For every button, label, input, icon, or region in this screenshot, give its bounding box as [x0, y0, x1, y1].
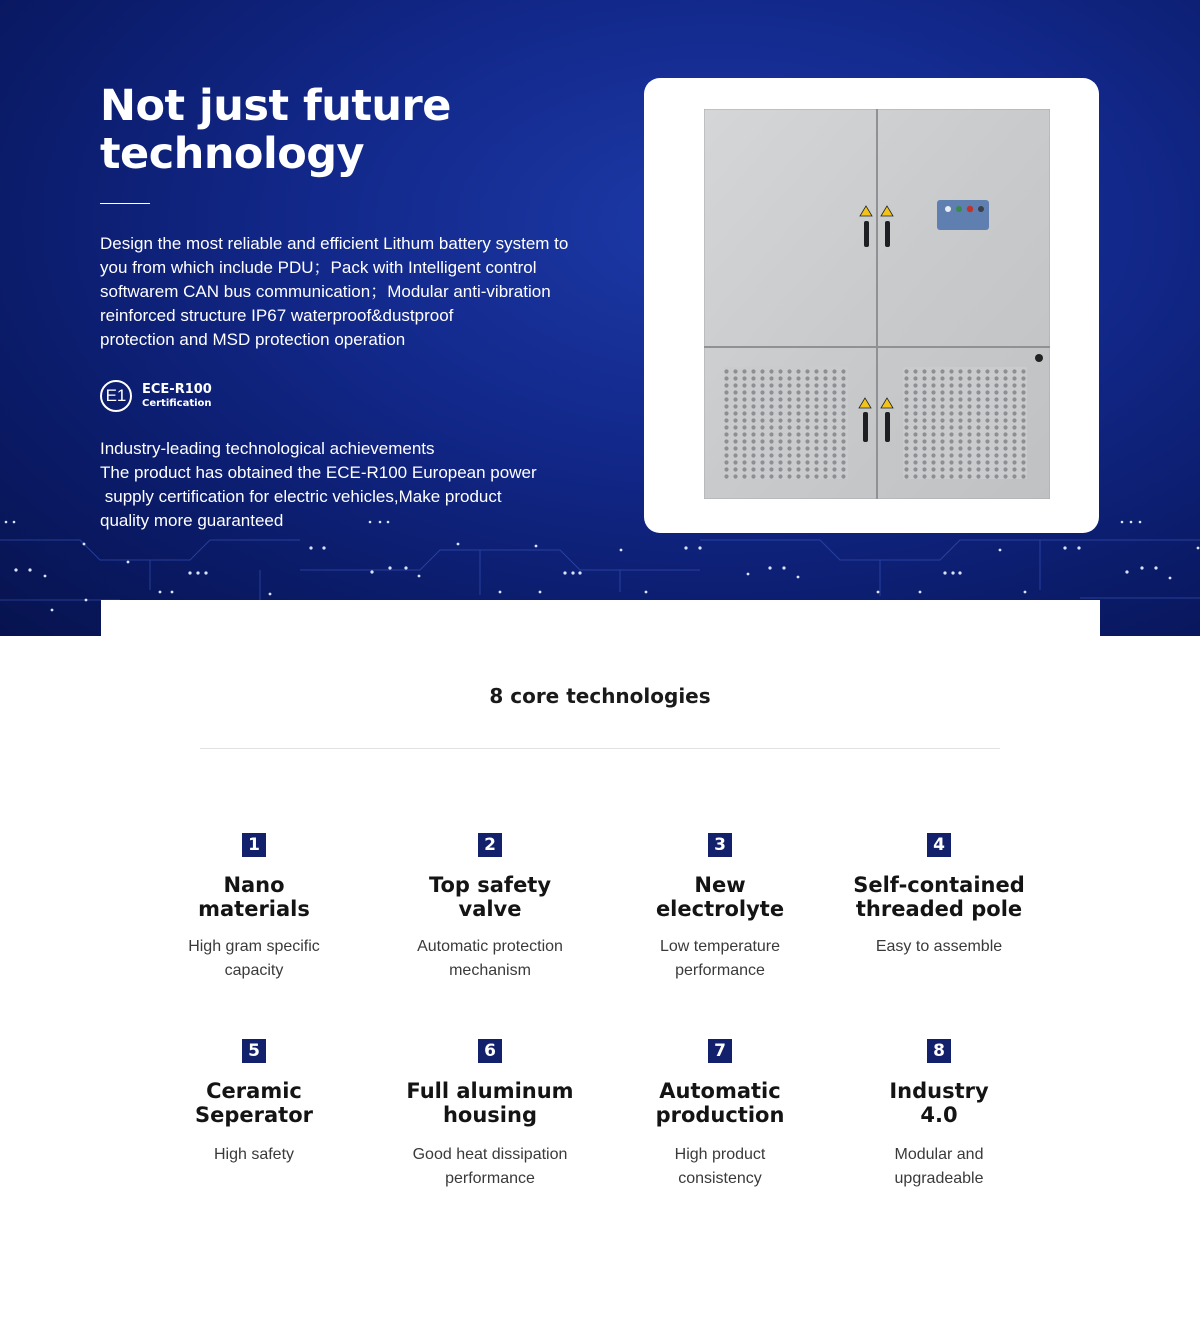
hero-description: Design the most reliable and efficient Lithum battery system to you from which include PDU；Pack with Intelligent control softwarem CAN bus communication；Modular anti-vibration reinforced structure IP67 waterproof&dustproof protection and MSD protection operation: [100, 234, 569, 349]
tech-number-badge: 4: [927, 833, 951, 857]
tech-item-nano-materials: [144, 833, 364, 983]
certification-badge: [100, 380, 212, 412]
tech-number-badge: 6: [478, 1039, 502, 1063]
tech-description: High safety: [213, 1146, 295, 1163]
tech-title: Industry 4.0: [889, 1079, 989, 1127]
content-panel-top: [101, 600, 1100, 640]
hero-achievement: Industry-leading technological achievements The product has obtained the ECE-R100 European power supply certification for electric vehicles,Make product quality more guaranteed: [100, 439, 537, 530]
tech-description: Automatic protection mechanism: [417, 938, 563, 979]
hero-banner: [0, 0, 1200, 636]
tech-description: Modular and upgradeable: [894, 1146, 984, 1187]
tech-item-top-safety-valve: [380, 833, 600, 983]
tech-description: Low temperature performance: [659, 938, 781, 979]
tech-description: High gram specific capacity: [188, 938, 320, 979]
tech-item-threaded-pole: [829, 833, 1049, 959]
tech-number-badge: 3: [708, 833, 732, 857]
e1-certification-icon: E1: [100, 380, 132, 412]
tech-number-badge: 8: [927, 1039, 951, 1063]
certification-text: [142, 382, 212, 410]
tech-title: Ceramic Seperator: [195, 1079, 313, 1127]
tech-item-aluminum-housing: [380, 1039, 600, 1191]
battery-cabinet-image: [704, 109, 1050, 499]
tech-item-automatic-production: [610, 1039, 830, 1191]
tech-title: Full aluminum housing: [406, 1079, 574, 1127]
tech-item-industry-4: [829, 1039, 1049, 1191]
tech-description: Good heat dissipation performance: [412, 1146, 568, 1187]
tech-number-badge: 7: [708, 1039, 732, 1063]
tech-title: Top safety valve: [428, 873, 552, 921]
certification-subtitle: Certification: [142, 398, 212, 409]
core-technologies-title: 8 core technologies: [489, 684, 711, 708]
hero-divider: [100, 203, 150, 204]
tech-item-new-electrolyte: [610, 833, 830, 983]
tech-title: Automatic production: [655, 1079, 785, 1127]
tech-number-badge: 1: [242, 833, 266, 857]
tech-description: High product consistency: [674, 1146, 766, 1187]
hero-title: Not just future technology: [100, 81, 451, 179]
certification-name: ECE-R100: [142, 382, 212, 397]
tech-title: Self-contained threaded pole: [853, 873, 1025, 921]
product-photo-card: [644, 78, 1099, 533]
tech-title: New electrolyte: [655, 873, 785, 921]
tech-description: Easy to assemble: [875, 938, 1003, 955]
core-divider: [200, 748, 1000, 749]
tech-item-ceramic-separator: [144, 1039, 364, 1167]
tech-number-badge: 5: [242, 1039, 266, 1063]
tech-title: Nano materials: [198, 873, 310, 921]
tech-number-badge: 2: [478, 833, 502, 857]
